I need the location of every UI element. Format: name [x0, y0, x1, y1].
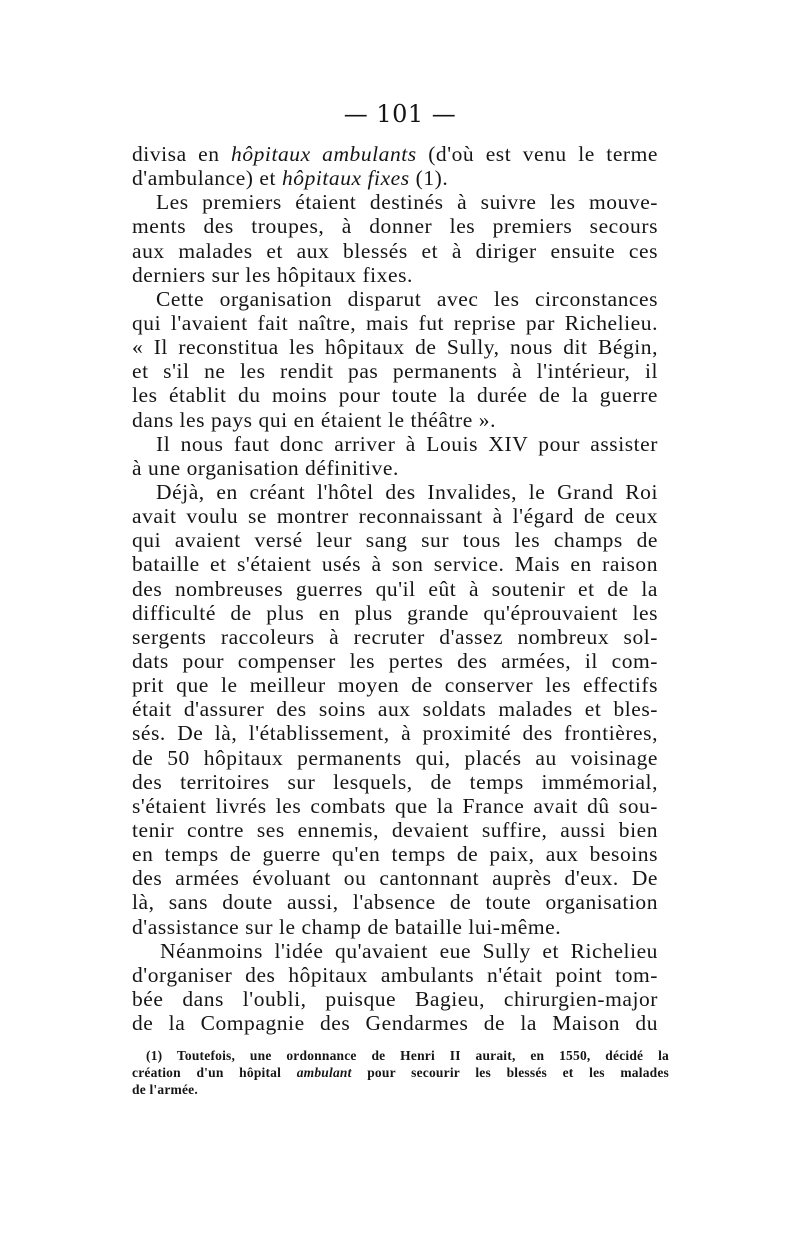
text-line: d'assistance sur le champ de bataille lui-même. — [132, 914, 562, 939]
paragraph-start-line: Déjà, en créant l'hôtel des Invalides, le Grand Roi — [156, 479, 658, 504]
text-line: de 50 hôpitaux permanents qui, placés au voisinage — [132, 745, 658, 770]
footnote-reference: (1). — [409, 166, 449, 191]
text-line: était d'assurer des soins aux soldats malades et bles- — [132, 697, 658, 722]
text-line: là, sans doute aussi, l'absence de toute organisation — [132, 890, 658, 915]
italic-term: hôpitaux ambulants — [231, 142, 417, 166]
text-line: avait voulu se montrer reconnaissant à l'égard de ceux — [132, 504, 658, 529]
text-line: bataille et s'étaient usés à son service. Mais en raison — [132, 552, 658, 577]
footnote-run: création d'un hôpital — [132, 1065, 297, 1080]
text-line: dats pour compenser les pertes des armées, il com- — [132, 648, 658, 673]
text-line: prit que le meilleur moyen de conserver les effectifs — [132, 673, 658, 698]
text-line: et s'il ne les rendit pas permanents à l'intérieur, il — [132, 359, 658, 384]
text-line: tenir contre ses ennemis, devaient suffire, aussi bien — [132, 817, 658, 842]
text-line — [132, 166, 658, 190]
text-line: sés. De là, l'établissement, à proximité des frontières, — [132, 721, 658, 746]
footnote-italic-term: ambulant — [296, 1065, 352, 1080]
text-line: en temps de guerre qu'en temps de paix, aux besoins — [132, 842, 658, 867]
text-line: dans les pays qui en étaient le théâtre ». — [132, 407, 496, 432]
footnote-run: pour secourir les blessés et les malades — [351, 1065, 669, 1080]
text-line: des nombreuses guerres qu'il eût à soutenir et de la — [132, 576, 658, 601]
text-line: qui l'avaient fait naître, mais fut reprise par Richelieu. — [132, 310, 658, 335]
paragraph-start-line: Il nous faut donc arriver à Louis XIV pour assister — [156, 431, 658, 456]
text-line: de la Compagnie des Gendarmes de la Maison du — [132, 1011, 658, 1036]
text-run: divisa en — [132, 142, 232, 166]
text-line: difficulté de plus en plus grande qu'éprouvaient les — [132, 600, 658, 625]
paragraph-start-line: Néanmoins l'idée qu'avaient eue Sully et Richelieu — [160, 938, 658, 963]
text-line: qui avaient versé leur sang sur tous les champs de — [132, 528, 658, 553]
paragraph-start-line: Les premiers étaient destinés à suivre les mouve- — [156, 190, 658, 215]
body-text — [132, 142, 658, 1035]
text-run: (d'où est venu le terme — [416, 142, 658, 166]
text-line: aux malades et aux blessés et à diriger ensuite ces — [132, 238, 658, 263]
footnote-line: de l'armée. — [132, 1082, 198, 1097]
text-line: s'étaient livrés les combats que la France avait dû sou- — [132, 793, 658, 818]
text-run: d'ambulance) et — [132, 166, 282, 191]
text-line: des armées évoluant ou cantonnant auprès d'eux. De — [132, 866, 658, 891]
text-line: ments des troupes, à donner les premiers secours — [132, 214, 658, 239]
text-line: sergents raccoleurs à recruter d'assez nombreux sol- — [132, 624, 658, 649]
italic-term: hôpitaux fixes — [281, 166, 410, 191]
text-line: des territoires sur lesquels, de temps immémorial, — [132, 769, 658, 794]
text-line — [132, 142, 658, 166]
text-line: d'organiser des hôpitaux ambulants n'était point tom- — [132, 962, 658, 987]
footnote-line — [132, 1064, 669, 1081]
footnote — [132, 1047, 669, 1098]
text-line: derniers sur les hôpitaux fixes. — [132, 262, 413, 287]
paragraph-start-line: Cette organisation disparut avec les circonstances — [156, 286, 658, 311]
text-line: les établit du moins pour toute la durée de la guerre — [132, 383, 658, 408]
text-line: à une organisation définitive. — [132, 455, 399, 480]
page-number: — 101 — — [343, 100, 457, 128]
quote-line: « Il reconstitua les hôpitaux de Sully, nous dit Bégin, — [132, 335, 658, 360]
footnote-line: (1) Toutefois, une ordonnance de Henri II aurait, en 1550, décidé la — [146, 1048, 669, 1063]
text-line: bée dans l'oubli, puisque Bagieu, chirurgien-major — [132, 986, 658, 1011]
